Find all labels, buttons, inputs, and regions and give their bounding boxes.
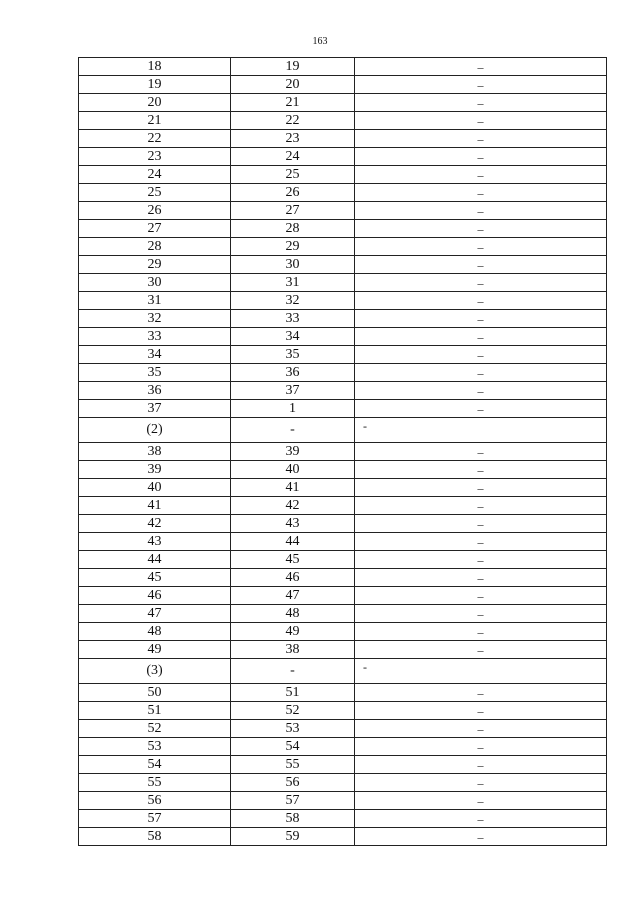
table-cell-col1: 42 bbox=[79, 515, 231, 533]
table-cell-col2: 38 bbox=[231, 641, 355, 659]
table-cell-col1: 35 bbox=[79, 364, 231, 382]
table-row bbox=[79, 130, 607, 148]
table-cell-col2: 54 bbox=[231, 738, 355, 756]
table-cell-col3: – bbox=[355, 274, 607, 292]
table-row bbox=[79, 112, 607, 130]
table-cell-col2: 47 bbox=[231, 587, 355, 605]
table-cell-col1: 51 bbox=[79, 702, 231, 720]
table-cell-col2: 21 bbox=[231, 94, 355, 112]
table-cell-col2: 40 bbox=[231, 461, 355, 479]
table-cell-col2: 46 bbox=[231, 569, 355, 587]
table-cell-col3: – bbox=[355, 828, 607, 846]
table-cell-col1: 46 bbox=[79, 587, 231, 605]
table-cell-col3: – bbox=[355, 238, 607, 256]
table-cell-col1: 29 bbox=[79, 256, 231, 274]
table-row bbox=[79, 166, 607, 184]
table-cell-col3: – bbox=[355, 792, 607, 810]
table-cell-col1: 58 bbox=[79, 828, 231, 846]
table-row bbox=[79, 202, 607, 220]
table-cell-col1: 52 bbox=[79, 720, 231, 738]
table-cell-col1: 44 bbox=[79, 551, 231, 569]
table-cell-col3: – bbox=[355, 76, 607, 94]
table-cell-col3: – bbox=[355, 400, 607, 418]
table-row bbox=[79, 256, 607, 274]
table-cell-col1: 24 bbox=[79, 166, 231, 184]
table-cell-col2: 30 bbox=[231, 256, 355, 274]
table-row bbox=[79, 148, 607, 166]
table-row bbox=[79, 641, 607, 659]
table-row bbox=[79, 58, 607, 76]
table-cell-col2: 52 bbox=[231, 702, 355, 720]
table-cell-col1: 39 bbox=[79, 461, 231, 479]
table-row bbox=[79, 792, 607, 810]
table-cell-col1: 40 bbox=[79, 479, 231, 497]
table-cell-col3: – bbox=[355, 479, 607, 497]
table-cell-col1: 31 bbox=[79, 292, 231, 310]
table-cell-col2: 22 bbox=[231, 112, 355, 130]
table-row bbox=[79, 702, 607, 720]
table-row bbox=[79, 346, 607, 364]
table-cell-col3: – bbox=[355, 684, 607, 702]
table-row bbox=[79, 569, 607, 587]
table-cell-col1: 26 bbox=[79, 202, 231, 220]
table-cell-col1: 43 bbox=[79, 533, 231, 551]
table-cell-col3: – bbox=[355, 515, 607, 533]
table-row bbox=[79, 828, 607, 846]
table-cell-col3: – bbox=[355, 130, 607, 148]
table-cell-col2: 53 bbox=[231, 720, 355, 738]
table-cell-col3: – bbox=[355, 328, 607, 346]
table-cell-col3: – bbox=[355, 364, 607, 382]
table-row bbox=[79, 551, 607, 569]
table-cell-col3: – bbox=[355, 310, 607, 328]
table-row bbox=[79, 684, 607, 702]
table-row bbox=[79, 382, 607, 400]
table-cell-col1: 37 bbox=[79, 400, 231, 418]
table-cell-col1: 19 bbox=[79, 76, 231, 94]
table-cell-col3: – bbox=[355, 256, 607, 274]
table-row bbox=[79, 515, 607, 533]
table-cell-col2: 42 bbox=[231, 497, 355, 515]
table-cell-col3: – bbox=[355, 623, 607, 641]
table-cell-col3: – bbox=[355, 166, 607, 184]
table-cell-col3: – bbox=[355, 148, 607, 166]
table-cell-col1: 49 bbox=[79, 641, 231, 659]
table-cell-col1: 54 bbox=[79, 756, 231, 774]
table-cell-col3: – bbox=[355, 720, 607, 738]
table-cell-col1: 18 bbox=[79, 58, 231, 76]
table-row bbox=[79, 774, 607, 792]
table-cell-col2: 37 bbox=[231, 382, 355, 400]
table-cell-col1: 41 bbox=[79, 497, 231, 515]
table-row bbox=[79, 400, 607, 418]
table-cell-col2: 57 bbox=[231, 792, 355, 810]
table-cell-col2: 49 bbox=[231, 623, 355, 641]
table-body bbox=[79, 58, 607, 846]
table-cell-col1: 21 bbox=[79, 112, 231, 130]
section-row bbox=[79, 418, 607, 443]
table-cell-col2: - bbox=[231, 418, 355, 443]
table-cell-col2: 31 bbox=[231, 274, 355, 292]
table-cell-col2: 35 bbox=[231, 346, 355, 364]
table-cell-col2: 55 bbox=[231, 756, 355, 774]
table-cell-col2: - bbox=[231, 659, 355, 684]
page-number: 163 bbox=[312, 36, 328, 47]
table-cell-col1: 47 bbox=[79, 605, 231, 623]
table-cell-col3: – bbox=[355, 774, 607, 792]
table-cell-col2: 28 bbox=[231, 220, 355, 238]
table-cell-col1: (2) bbox=[79, 418, 231, 443]
table-cell-col2: 39 bbox=[231, 443, 355, 461]
table-cell-col3: – bbox=[355, 702, 607, 720]
table-cell-col2: 32 bbox=[231, 292, 355, 310]
table-row bbox=[79, 461, 607, 479]
table-cell-col2: 43 bbox=[231, 515, 355, 533]
table-cell-col2: 23 bbox=[231, 130, 355, 148]
table-cell-col1: 27 bbox=[79, 220, 231, 238]
table-cell-col2: 19 bbox=[231, 58, 355, 76]
table-cell-col3: – bbox=[355, 533, 607, 551]
table-row bbox=[79, 328, 607, 346]
table-row bbox=[79, 756, 607, 774]
table-cell-col1: 48 bbox=[79, 623, 231, 641]
table-cell-col3: – bbox=[355, 738, 607, 756]
table-cell-col3: – bbox=[355, 184, 607, 202]
table-row bbox=[79, 479, 607, 497]
table-cell-col1: (3) bbox=[79, 659, 231, 684]
table-cell-col2: 56 bbox=[231, 774, 355, 792]
table-cell-col1: 57 bbox=[79, 810, 231, 828]
table-cell-col1: 30 bbox=[79, 274, 231, 292]
table-cell-col3: – bbox=[355, 569, 607, 587]
table-cell-col2: 24 bbox=[231, 148, 355, 166]
table-row bbox=[79, 184, 607, 202]
table-cell-col1: 20 bbox=[79, 94, 231, 112]
table-cell-col1: 22 bbox=[79, 130, 231, 148]
table-cell-col1: 38 bbox=[79, 443, 231, 461]
table-row bbox=[79, 738, 607, 756]
table-row bbox=[79, 443, 607, 461]
table-cell-col2: 59 bbox=[231, 828, 355, 846]
table-cell-col3: - bbox=[355, 418, 607, 443]
table-cell-col1: 32 bbox=[79, 310, 231, 328]
table-cell-col3: – bbox=[355, 346, 607, 364]
table-cell-col2: 29 bbox=[231, 238, 355, 256]
table-cell-col1: 23 bbox=[79, 148, 231, 166]
table-cell-col3: – bbox=[355, 58, 607, 76]
table-cell-col3: – bbox=[355, 94, 607, 112]
table-cell-col2: 25 bbox=[231, 166, 355, 184]
table-cell-col2: 45 bbox=[231, 551, 355, 569]
table-row bbox=[79, 238, 607, 256]
table-cell-col3: – bbox=[355, 202, 607, 220]
table-cell-col3: – bbox=[355, 810, 607, 828]
table-cell-col1: 45 bbox=[79, 569, 231, 587]
table-cell-col3: – bbox=[355, 112, 607, 130]
table-row bbox=[79, 810, 607, 828]
table-row bbox=[79, 94, 607, 112]
table-cell-col1: 50 bbox=[79, 684, 231, 702]
data-table bbox=[78, 57, 607, 846]
table-cell-col1: 25 bbox=[79, 184, 231, 202]
table-cell-col3: - bbox=[355, 659, 607, 684]
table-cell-col1: 34 bbox=[79, 346, 231, 364]
table-cell-col3: – bbox=[355, 220, 607, 238]
table-cell-col2: 27 bbox=[231, 202, 355, 220]
table-cell-col2: 20 bbox=[231, 76, 355, 94]
table-cell-col3: – bbox=[355, 443, 607, 461]
table-cell-col2: 26 bbox=[231, 184, 355, 202]
table-cell-col2: 44 bbox=[231, 533, 355, 551]
table-row bbox=[79, 310, 607, 328]
table-cell-col3: – bbox=[355, 461, 607, 479]
table-row bbox=[79, 533, 607, 551]
table-cell-col3: – bbox=[355, 756, 607, 774]
table-cell-col3: – bbox=[355, 292, 607, 310]
table-cell-col3: – bbox=[355, 551, 607, 569]
table-cell-col2: 1 bbox=[231, 400, 355, 418]
table-row bbox=[79, 720, 607, 738]
table-row bbox=[79, 364, 607, 382]
table-row bbox=[79, 220, 607, 238]
table-cell-col3: – bbox=[355, 641, 607, 659]
table-cell-col1: 33 bbox=[79, 328, 231, 346]
table-row bbox=[79, 623, 607, 641]
table-cell-col2: 34 bbox=[231, 328, 355, 346]
table-cell-col1: 28 bbox=[79, 238, 231, 256]
table-row bbox=[79, 497, 607, 515]
section-row bbox=[79, 659, 607, 684]
table-cell-col3: – bbox=[355, 605, 607, 623]
table-cell-col1: 55 bbox=[79, 774, 231, 792]
table-cell-col2: 51 bbox=[231, 684, 355, 702]
table-cell-col3: – bbox=[355, 587, 607, 605]
table-cell-col2: 58 bbox=[231, 810, 355, 828]
table-cell-col3: – bbox=[355, 497, 607, 515]
table-cell-col2: 41 bbox=[231, 479, 355, 497]
table-cell-col3: – bbox=[355, 382, 607, 400]
table-cell-col1: 36 bbox=[79, 382, 231, 400]
table-cell-col2: 33 bbox=[231, 310, 355, 328]
table-row bbox=[79, 605, 607, 623]
table-cell-col1: 53 bbox=[79, 738, 231, 756]
table-cell-col2: 48 bbox=[231, 605, 355, 623]
table-row bbox=[79, 587, 607, 605]
table-cell-col2: 36 bbox=[231, 364, 355, 382]
table-row bbox=[79, 76, 607, 94]
table-row bbox=[79, 292, 607, 310]
table-cell-col1: 56 bbox=[79, 792, 231, 810]
table-row bbox=[79, 274, 607, 292]
